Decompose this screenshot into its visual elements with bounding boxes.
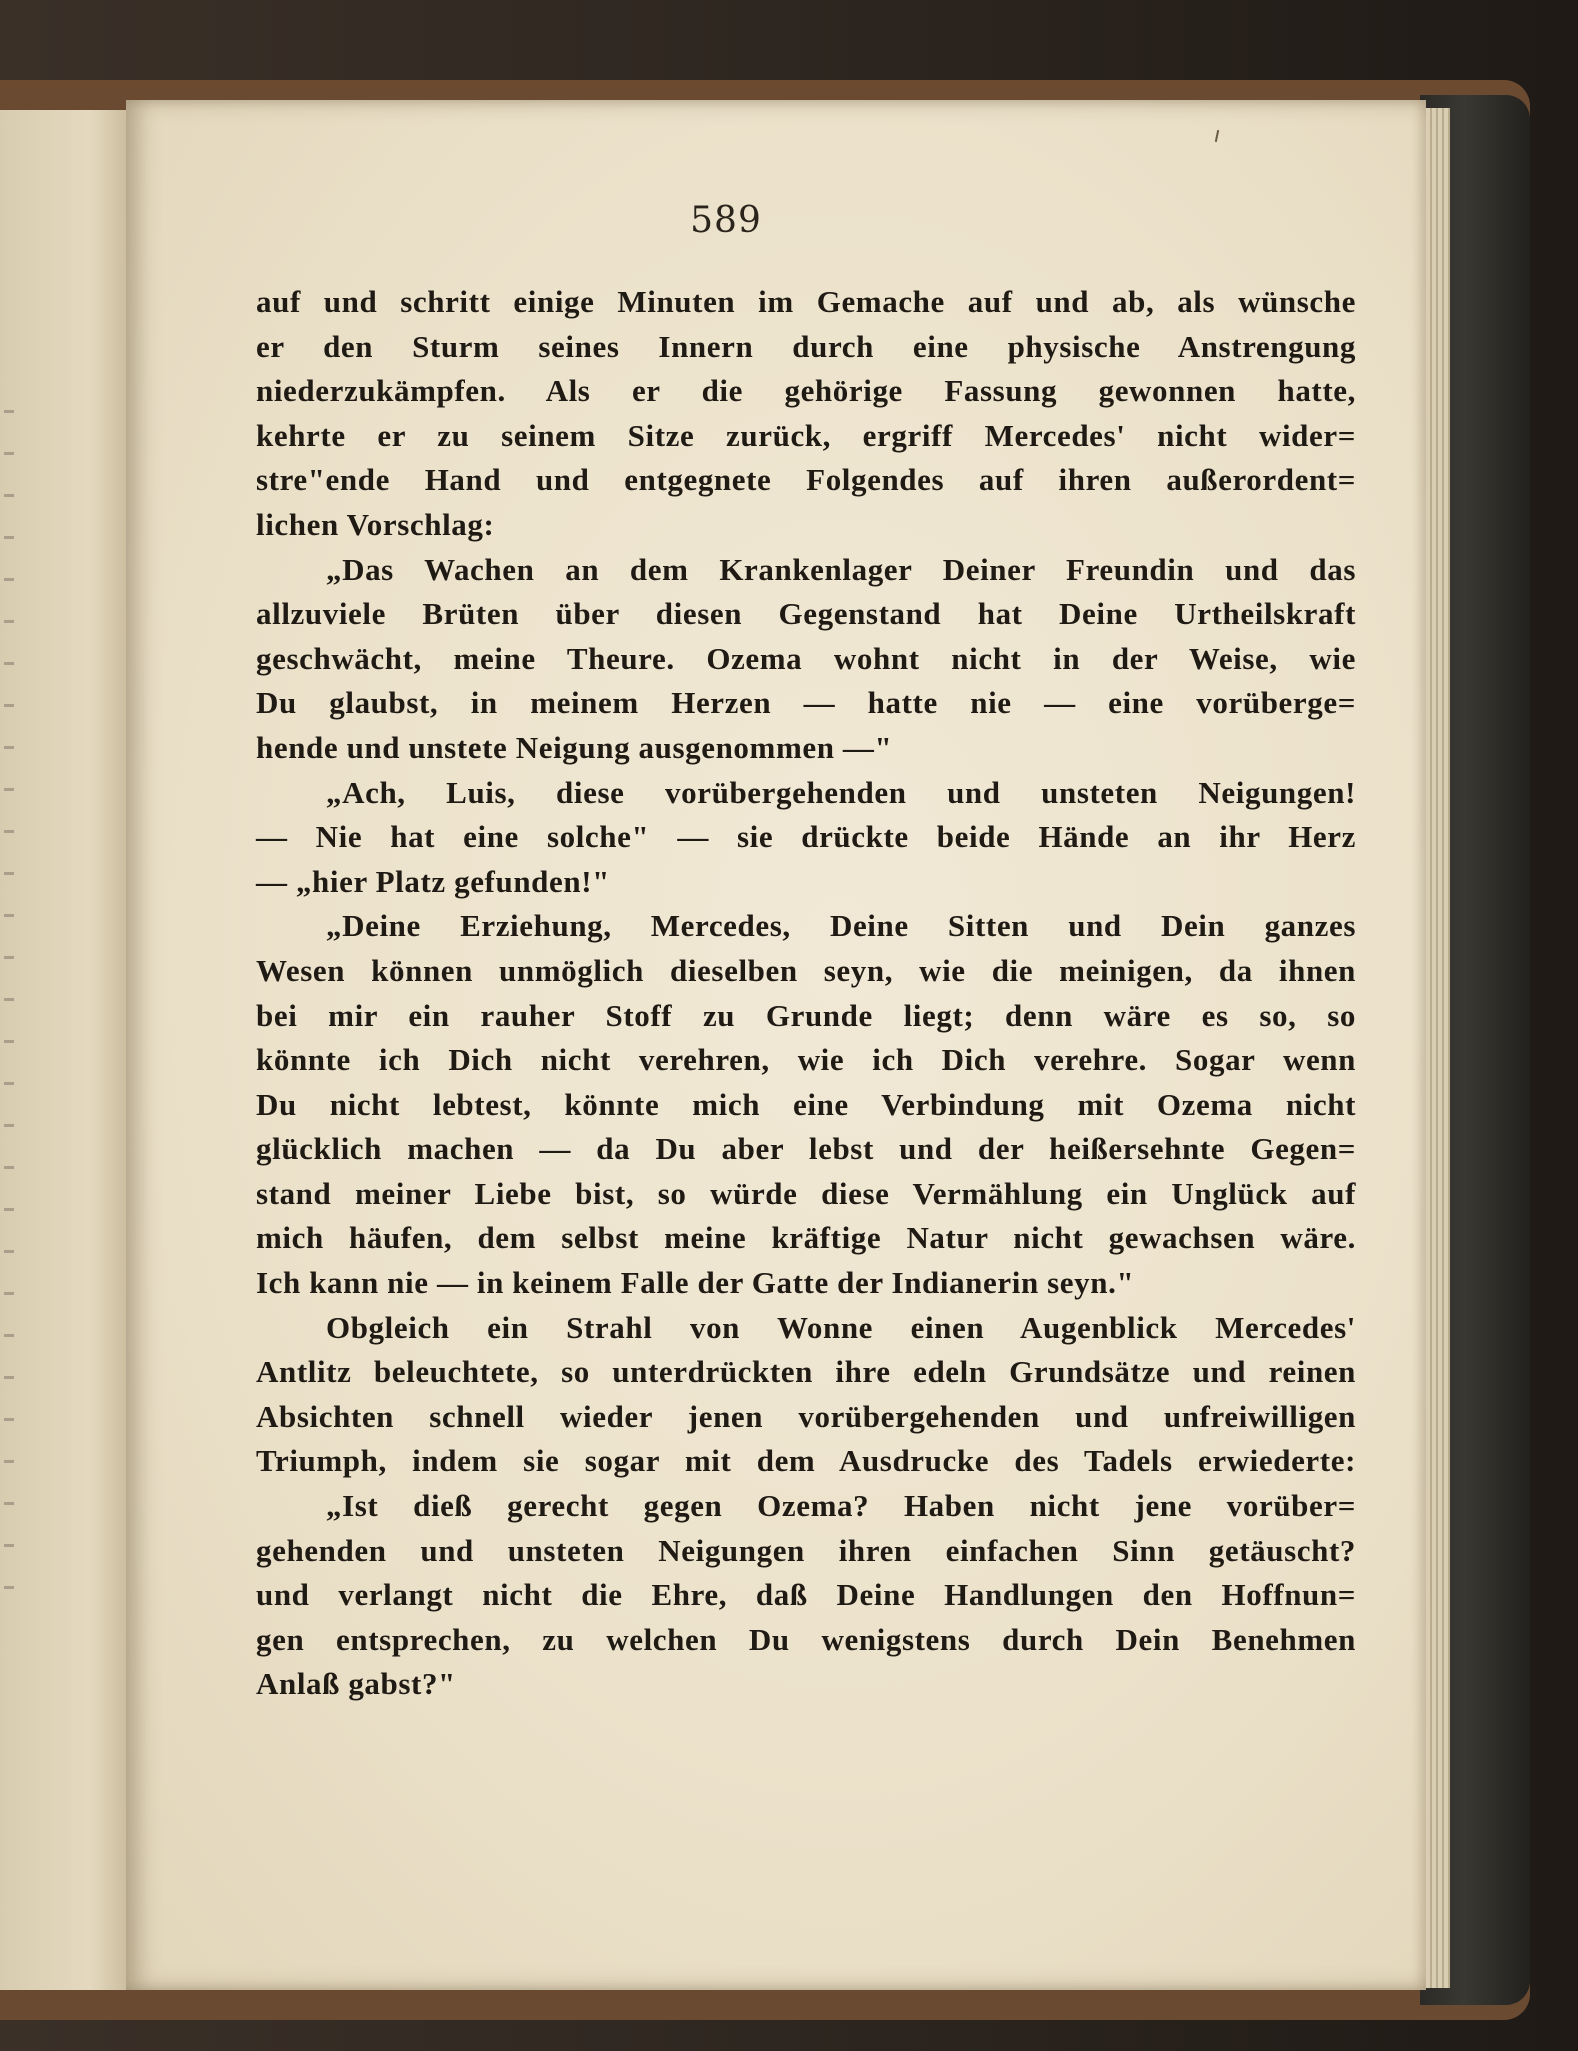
- text-line: allzuviele Brüten über diesen Gegenstand hat Deine Urtheilskraft: [256, 596, 1356, 632]
- text-line: „Das Wachen an dem Krankenlager Deiner Freundin und das: [326, 551, 1356, 587]
- page-text-body: [256, 280, 1356, 1707]
- text-line: Anlaß gabst?": [256, 1666, 456, 1702]
- text-line: glücklich machen — da Du aber lebst und der heißersehnte Gegen=: [256, 1131, 1356, 1167]
- text-line: hende und unstete Neigung ausgenommen —": [256, 729, 893, 765]
- text-line: niederzukämpfen. Als er die gehörige Fassung gewonnen hatte,: [256, 373, 1356, 409]
- text-line: bei mir ein rauher Stoff zu Grunde liegt; denn wäre es so, so: [256, 997, 1356, 1033]
- text-line: — „hier Platz gefunden!": [256, 863, 610, 899]
- left-page-edge: [0, 110, 130, 1990]
- text-line: Du nicht lebtest, könnte mich eine Verbindung mit Ozema nicht: [256, 1086, 1356, 1122]
- left-page-text-marks: [4, 410, 14, 1610]
- text-line: stand meiner Liebe bist, so würde diese Vermählung ein Unglück auf: [256, 1175, 1356, 1211]
- text-line: und verlangt nicht die Ehre, daß Deine Handlungen den Hoffnun=: [256, 1577, 1356, 1613]
- text-line: Wesen können unmöglich dieselben seyn, wie die meinigen, da ihnen: [256, 952, 1356, 988]
- text-line: gen entsprechen, zu welchen Du wenigstens durch Dein Benehmen: [256, 1621, 1356, 1657]
- text-line: kehrte er zu seinem Sitze zurück, ergriff Mercedes' nicht wider=: [256, 417, 1356, 453]
- text-line: Ich kann nie — in keinem Falle der Gatte der Indianerin seyn.": [256, 1265, 1135, 1301]
- text-line: könnte ich Dich nicht verehren, wie ich Dich verehre. Sogar wenn: [256, 1042, 1356, 1078]
- page-number: 589: [690, 200, 762, 241]
- text-line: mich häufen, dem selbst meine kräftige Natur nicht gewachsen wäre.: [256, 1220, 1356, 1256]
- text-line: „Ist dieß gerecht gegen Ozema? Haben nicht jene vorüber=: [326, 1488, 1356, 1524]
- pencil-mark: [1215, 130, 1219, 142]
- text-line: „Ach, Luis, diese vorübergehenden und unsteten Neigungen!: [326, 774, 1356, 810]
- text-line: Antlitz beleuchtete, so unterdrückten ihre edeln Grundsätze und reinen: [256, 1354, 1356, 1390]
- text-line: „Deine Erziehung, Mercedes, Deine Sitten und Dein ganzes: [326, 908, 1356, 944]
- text-line: geschwächt, meine Theure. Ozema wohnt nicht in der Weise, wie: [256, 640, 1356, 676]
- text-line: er den Sturm seines Innern durch eine physische Anstrengung: [256, 328, 1356, 364]
- text-line: auf und schritt einige Minuten im Gemache auf und ab, als wünsche: [256, 284, 1356, 319]
- book-page: [126, 100, 1426, 1990]
- text-line: stre"ende Hand und entgegnete Folgendes auf ihren außerordent=: [256, 462, 1356, 498]
- text-line: gehenden und unsteten Neigungen ihren einfachen Sinn getäuscht?: [256, 1532, 1356, 1568]
- text-line: — Nie hat eine solche" — sie drückte beide Hände an ihr Herz: [256, 819, 1356, 855]
- text-line: Obgleich ein Strahl von Wonne einen Augenblick Mercedes': [326, 1309, 1356, 1345]
- text-line: lichen Vorschlag:: [256, 506, 495, 542]
- text-line: Absichten schnell wieder jenen vorübergehenden und unfreiwilligen: [256, 1398, 1356, 1434]
- text-line: Du glaubst, in meinem Herzen — hatte nie — eine vorüberge=: [256, 685, 1356, 721]
- text-line: Triumph, indem sie sogar mit dem Ausdrucke des Tadels erwiederte:: [256, 1443, 1356, 1479]
